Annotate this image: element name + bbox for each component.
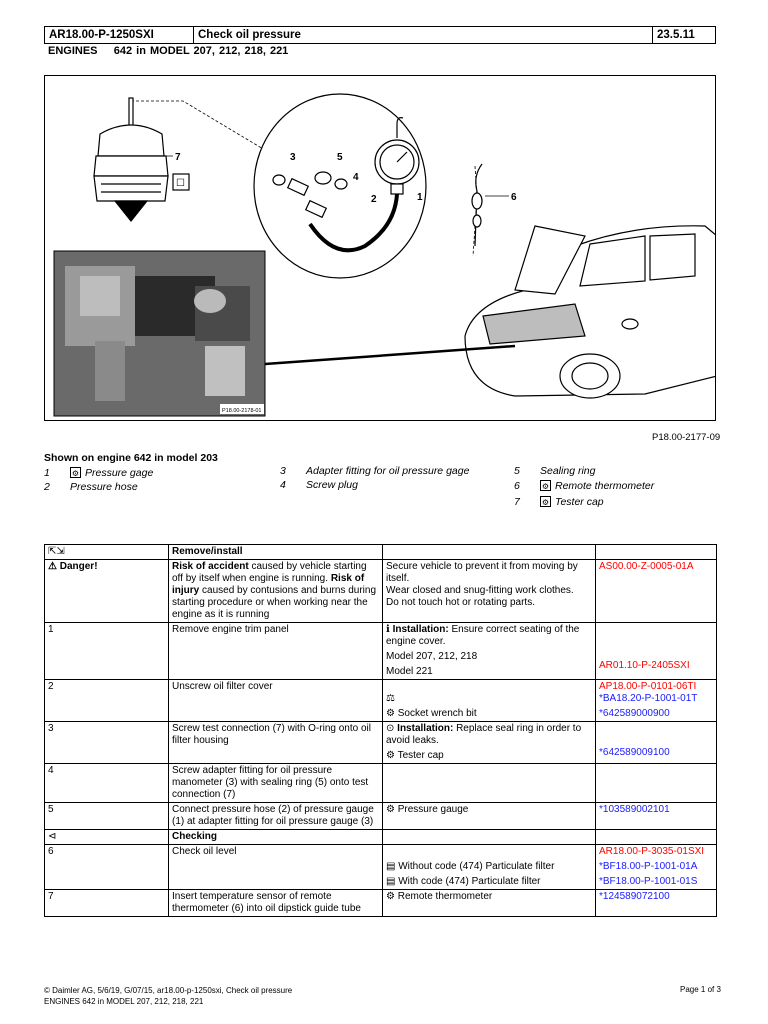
document-header xyxy=(44,26,716,44)
callout-3: 3 xyxy=(290,152,296,163)
legend-item: 2 Pressure hose xyxy=(44,480,138,493)
tool-icon: ⚙ xyxy=(386,750,395,761)
warning-icon: ⚠ xyxy=(48,561,57,572)
callout-1: 1 xyxy=(417,192,423,203)
ref-link[interactable]: AS00.00-Z-0005-01A xyxy=(596,560,717,623)
danger-label: Danger! xyxy=(59,561,98,572)
table-row: 6 Check oil level ▤ Without code (474) Particulate filter ▤ With code (474) Particulate filter AR18.00-P-3035-01SXI *BF18.00-P-1001-01A *BF18.00-P-1001-01S xyxy=(45,845,717,890)
table-row: 3 Screw test connection (7) with O-ring onto oil filter housing ⊙ Installation: Replace seal ring in order to avoid leaks. ⚙ Tester cap *642589009100 xyxy=(45,722,717,764)
ref-link[interactable]: *BA18.20-P-1001-01T xyxy=(599,693,698,704)
ref-link[interactable]: AR18.00-P-3035-01SXI xyxy=(599,846,705,857)
installation-icon: ⊙ xyxy=(386,723,395,734)
ref-link[interactable]: *BF18.00-P-1001-01S xyxy=(599,876,698,887)
illustration-drawing xyxy=(45,76,716,421)
page-number: Page 1 of 3 xyxy=(680,985,721,994)
document-icon: ▤ xyxy=(386,876,396,887)
table-row xyxy=(45,545,717,560)
danger-text: Risk of accident caused by vehicle starting off by itself when engine is running. Risk of injury caused by contusions and burns during starting procedure or when working near the engine as it is running xyxy=(169,560,383,623)
engines-line: ENGINES 642 in MODEL 207, 212, 218, 221 xyxy=(48,45,289,57)
tool-icon: ⚙ xyxy=(386,804,395,815)
table-row: 1 Remove engine trim panel ℹ Installation: Ensure correct seating of the engine cover. Model 207, 212, 218 Model 221 AR01.10-P-2405SXI xyxy=(45,623,717,680)
procedure-table xyxy=(44,544,717,917)
legend-item: 7 ⚙ Tester cap xyxy=(514,495,604,508)
ref-link[interactable]: *103589002101 xyxy=(596,803,717,830)
checking-icon: ⊲ xyxy=(45,830,169,845)
callout-5: 5 xyxy=(337,152,343,163)
inset-ref: P18.00-2178-01 xyxy=(222,408,262,414)
doc-id: AR18.00-P-1250SXI xyxy=(45,27,194,44)
table-row: 5 Connect pressure hose (2) of pressure gauge (1) at adapter fitting for oil pressure gauge (3) ⚙ Pressure gauge *103589002101 xyxy=(45,803,717,830)
info-icon: ℹ xyxy=(386,624,390,635)
section-checking: Checking xyxy=(169,830,383,845)
tool-icon: ⚙ xyxy=(541,498,550,507)
gauge-detail xyxy=(254,94,426,278)
table-row xyxy=(45,830,717,845)
table-row: 2 Unscrew oil filter cover ⚖ ⚙ Socket wrench bit AP18.00-P-0101-06TI *BA18.20-P-1001-01T *642589000900 xyxy=(45,680,717,722)
tool-icon: ⚙ xyxy=(386,708,395,719)
legend-caption: Shown on engine 642 in model 203 xyxy=(44,452,218,464)
danger-measures: Secure vehicle to prevent it from moving by itself. Wear closed and snug-fitting work clothes. Do not touch hot or rotating parts. xyxy=(383,560,596,623)
engine-photo-inset xyxy=(54,251,265,416)
callout-4: 4 xyxy=(353,172,359,183)
illustration xyxy=(44,75,716,421)
tool-icon: ⚙ xyxy=(541,482,550,491)
legend-item: 6 ⚙ Remote thermometer xyxy=(514,479,655,492)
remove-install-icon: ⇱⇲ xyxy=(45,545,169,560)
table-row: 4 Screw adapter fitting for oil pressure manometer (3) with sealing ring (5) onto test connection (7) xyxy=(45,764,717,803)
tool-icon: ⚙ xyxy=(71,469,80,478)
figure-ref: P18.00-2177-09 xyxy=(652,432,721,443)
ref-link[interactable]: *642589000900 xyxy=(599,708,670,719)
callout-6: 6 xyxy=(511,192,517,203)
legend-item: 5 Sealing ring xyxy=(514,464,596,477)
footer-info: © Daimler AG, 5/6/19, G/07/15, ar18.00-p-1250sxi, Check oil pressure ENGINES 642 in MODEL 207, 212, 218, 221 xyxy=(44,986,293,1006)
car-drawing xyxy=(465,164,716,398)
table-row xyxy=(45,560,717,623)
callout-2: 2 xyxy=(371,194,377,205)
ref-link[interactable]: AP18.00-P-0101-06TI xyxy=(599,681,697,692)
table-row: 7 Insert temperature sensor of remote thermometer (6) into oil dipstick guide tube ⚙ Remote thermometer *124589072100 xyxy=(45,890,717,917)
document-icon: ▤ xyxy=(386,861,396,872)
ref-link[interactable]: AR01.10-P-2405SXI xyxy=(599,660,690,671)
doc-title: Check oil pressure xyxy=(194,27,653,44)
ref-link[interactable]: *642589009100 xyxy=(599,747,670,758)
tool-symbol: ☐ xyxy=(176,178,185,189)
legend-item: 1 ⚙ Pressure gage xyxy=(44,466,154,479)
ref-link[interactable]: *124589072100 xyxy=(596,890,717,917)
torque-icon: ⚖ xyxy=(386,693,395,704)
ref-link[interactable]: *BF18.00-P-1001-01A xyxy=(599,861,698,872)
legend-item: 4 Screw plug xyxy=(280,478,358,491)
tool-icon: ⚙ xyxy=(386,891,395,902)
doc-date: 23.5.11 xyxy=(653,27,716,44)
section-remove-install: Remove/install xyxy=(169,545,383,560)
legend-item: 3 Adapter fitting for oil pressure gage xyxy=(280,464,470,477)
callout-7: 7 xyxy=(175,152,181,163)
